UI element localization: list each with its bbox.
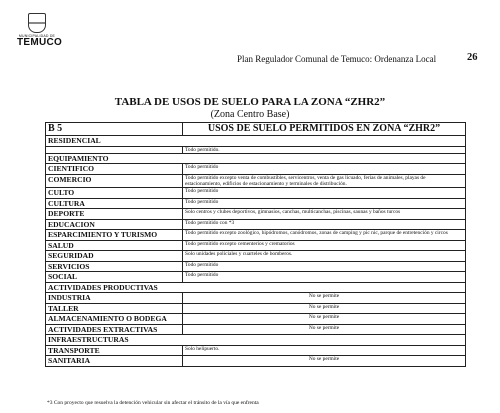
use-description: Todo permitido — [183, 164, 466, 175]
use-description: No se permite — [183, 293, 466, 304]
use-category — [46, 146, 183, 153]
use-description: Todo permitido excepto cementerios y crematorios — [183, 240, 466, 251]
table-row — [46, 188, 466, 199]
use-category: DEPORTE — [46, 209, 183, 220]
table-row — [46, 303, 466, 314]
use-category: SOCIAL — [46, 272, 183, 283]
table-row — [46, 146, 466, 153]
use-category: ESPARCIMIENTO Y TURISMO — [46, 230, 183, 241]
section-row — [46, 282, 466, 293]
table-code: B 5 — [46, 123, 183, 136]
use-category: INDUSTRIA — [46, 293, 183, 304]
table-row — [46, 219, 466, 230]
use-category: EDUCACION — [46, 219, 183, 230]
use-category: SANITARIA — [46, 356, 183, 367]
section-row — [46, 335, 466, 346]
use-category: SEGURIDAD — [46, 251, 183, 262]
table-row — [46, 251, 466, 262]
table-row — [46, 314, 466, 325]
use-category: ALMACENAMIENTO O BODEGA — [46, 314, 183, 325]
use-category: COMERCIO — [46, 174, 183, 187]
use-category: CULTURA — [46, 198, 183, 209]
use-description: Todo permitido con *3 — [183, 219, 466, 230]
use-description: Todo permitido — [183, 198, 466, 209]
footnote: *3 Con proyecto que resuelva la detención vehicular sin afectar el tránsito de la vía que enfrenta — [47, 400, 259, 406]
use-description: No se permite — [183, 314, 466, 325]
table-row — [46, 198, 466, 209]
use-description: No se permite — [183, 356, 466, 367]
use-description: Todo permitido — [183, 261, 466, 272]
use-description — [183, 136, 466, 147]
use-description: Todo permitido excepto zoológico, hipódromos, canódromos, zonas de camping y pic nic, parque de entretención y circos — [183, 230, 466, 241]
table-row — [46, 230, 466, 241]
use-description — [183, 282, 466, 293]
table-row — [46, 356, 466, 367]
use-description: No se permite — [183, 324, 466, 335]
table-row — [46, 345, 466, 356]
use-category: CIENTIFICO — [46, 164, 183, 175]
document-subtitle: (Zona Centro Base) — [210, 109, 290, 120]
table-row — [46, 324, 466, 335]
use-description: No se permite — [183, 303, 466, 314]
use-description — [183, 335, 466, 346]
use-category: SERVICIOS — [46, 261, 183, 272]
table-row — [46, 293, 466, 304]
use-description — [183, 153, 466, 164]
use-category: TALLER — [46, 303, 183, 314]
use-description: Solo helipuerto. — [183, 345, 466, 356]
table-row — [46, 209, 466, 220]
table-row — [46, 240, 466, 251]
use-description: Todo permitido — [183, 188, 466, 199]
use-description: Todo permitido excepto venta de combustibles, servicentros, venta de gas licuado, ferias de animales, playas de estacionamiento, edificios de estacionamiento y terminales de distribución. — [183, 174, 466, 187]
logo-name: TEMUCO — [17, 37, 63, 48]
table-row — [46, 261, 466, 272]
section-row — [46, 136, 466, 147]
coat-of-arms-icon — [28, 13, 46, 33]
use-description: Solo centros y clubes deportivos, gimnasios, canchas, multicanchas, piscinas, saunas y baños turcos — [183, 209, 466, 220]
use-category: ACTIVIDADES EXTRACTIVAS — [46, 324, 183, 335]
use-description: Solo unidades policiales y cuarteles de bomberos. — [183, 251, 466, 262]
use-description: Todo permitido — [183, 272, 466, 283]
running-header: Plan Regulador Comunal de Temuco: Ordenanza Local — [237, 54, 437, 64]
table-row — [46, 174, 466, 187]
section-row — [46, 153, 466, 164]
municipal-logo — [17, 13, 63, 48]
table-heading: USOS DE SUELO PERMITIDOS EN ZONA “ZHR2” — [183, 123, 466, 136]
land-use-table — [45, 122, 466, 367]
document-title: TABLA DE USOS DE SUELO PARA LA ZONA “ZHR2” — [114, 96, 386, 108]
use-category: EQUIPAMIENTO — [46, 153, 183, 164]
table-header-row — [46, 123, 466, 136]
use-category: TRANSPORTE — [46, 345, 183, 356]
use-category: INFRAESTRUCTURAS — [46, 335, 183, 346]
page-number: 26 — [467, 52, 478, 63]
use-category: ACTIVIDADES PRODUCTIVAS — [46, 282, 183, 293]
use-category: CULTO — [46, 188, 183, 199]
logo-subtext: MUNICIPALIDAD DE — [18, 34, 56, 38]
use-category: SALUD — [46, 240, 183, 251]
use-description: Todo permitido. — [183, 146, 466, 153]
table-row — [46, 164, 466, 175]
table-row — [46, 272, 466, 283]
use-category: RESIDENCIAL — [46, 136, 183, 147]
